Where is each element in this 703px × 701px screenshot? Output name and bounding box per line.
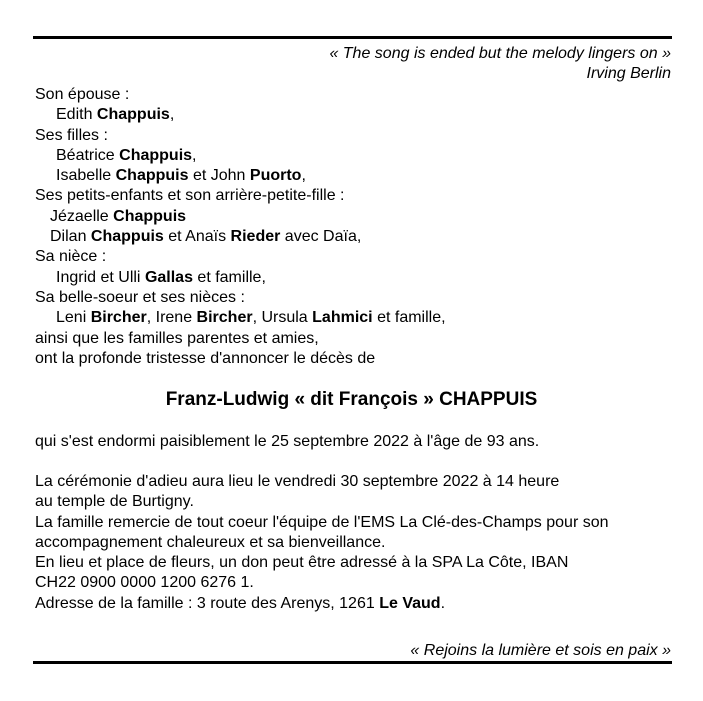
inlaw-line: Leni Bircher, Irene Bircher, Ursula Lahmici et famille,: [56, 309, 446, 327]
donation-line: En lieu et place de fleurs, un don peut être adressé à la SPA La Côte, IBAN: [35, 554, 569, 572]
grandchildren-heading: Ses petits-enfants et son arrière-petite-fille :: [35, 187, 345, 205]
closing-line: ainsi que les familles parentes et amies,: [35, 329, 319, 347]
epigraph: [329, 44, 671, 84]
inlaw-heading: Sa belle-soeur et ses nièces :: [35, 288, 245, 306]
thanks-line: accompagnement chaleureux et sa bienveillance.: [35, 533, 386, 551]
spouse-line: Edith Chappuis,: [56, 106, 175, 124]
bottom-rule: [33, 661, 672, 664]
deceased-name: Franz-Ludwig « dit François » CHAPPUIS: [165, 389, 538, 410]
daughters-heading: Ses filles :: [35, 126, 108, 144]
ceremony-line: La cérémonie d'adieu aura lieu le vendredi 30 septembre 2022 à 14 heure: [35, 473, 560, 490]
grandchild-line: Jézaelle Chappuis: [50, 207, 187, 225]
thanks-line: La famille remercie de tout coeur l'équipe de l'EMS La Clé-des-Champs pour son: [35, 513, 609, 531]
daughter-line: Isabelle Chappuis et John Puorto,: [56, 167, 306, 185]
closing-quote: « Rejoins la lumière et sois en paix »: [410, 642, 671, 659]
epigraph-author: Irving Berlin: [586, 65, 671, 82]
donation-line: CH22 0900 0000 1200 6276 1.: [35, 574, 254, 592]
top-rule: [33, 36, 672, 39]
niece-heading: Sa nièce :: [35, 248, 107, 266]
epigraph-text: « The song is ended but the melody lingers on »: [329, 45, 671, 62]
family-list: [35, 85, 446, 369]
grandchild-line: Dilan Chappuis et Anaïs Rieder avec Daïa,: [50, 228, 362, 246]
spouse-heading: Son épouse :: [35, 86, 130, 103]
address-line: Adresse de la famille : 3 route des Arenys, 1261 Le Vaud.: [35, 594, 446, 612]
closing-line: ont la profonde tristesse d'annoncer le décès de: [35, 349, 376, 367]
ceremony-line: au temple de Burtigny.: [35, 493, 194, 511]
niece-line: Ingrid et Ulli Gallas et famille,: [56, 268, 266, 286]
daughter-line: Béatrice Chappuis,: [56, 146, 197, 164]
details-paragraph: [35, 472, 609, 614]
passing-paragraph: qui s'est endormi paisiblement le 25 septembre 2022 à l'âge de 93 ans.: [35, 433, 540, 450]
